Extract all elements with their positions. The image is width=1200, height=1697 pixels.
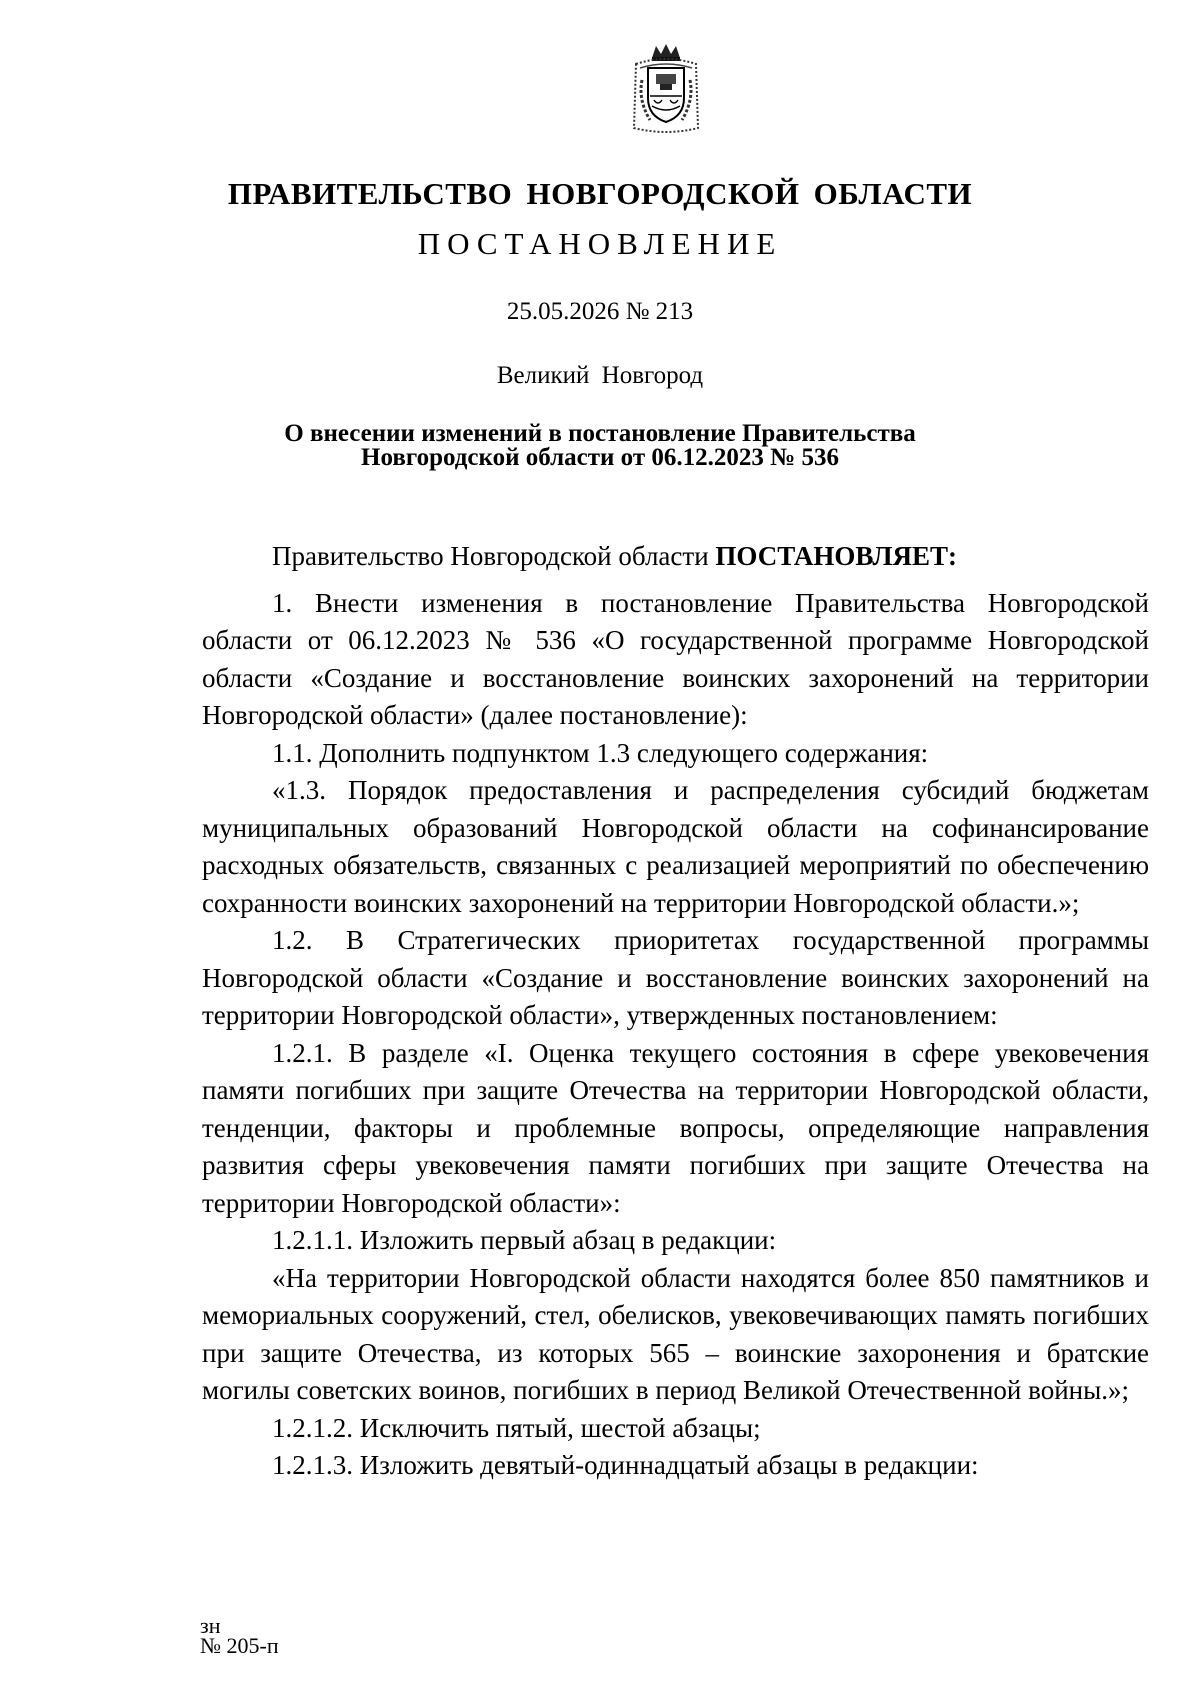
paragraph-1: 1. Внести изменения в постановление Правительства Новгородской области от 06.12.2023 № 536 «О государственной программе Новгородской области «Создание и восстановление воинских захоронений на территории Новгородской области» (далее постановление): [202,587,1149,730]
paragraph-1-2-1: 1.2.1. В разделе «I. Оценка текущего состояния в сфере увековечения памяти погибших при защите Отечества на территории Новгородской области, тенденции, факторы и проблемные вопросы, определяющие направления развития сферы увековечения памяти погибших при защите Отечества на территории Новгородской области»: [202,1037,1149,1218]
paragraph-1-3-quote: «1.3. Порядок предоставления и распределения субсидий бюджетам муниципальных образований Новгородской области на софинансирование расходных обязательств, связанных с реализацией мероприятий по обеспечению сохранности воинских захоронений на территории Новгородской области.»; [202,775,1149,918]
paragraph-1-2-1-1: 1.2.1.1. Изложить первый абзац в редакции: [272,1225,777,1255]
intro-text: Правительство Новгородской области [272,541,716,571]
heading-line-1: О внесении изменений в постановление Правительства [284,420,916,447]
novgorod-coat-of-arms-icon [628,40,704,136]
paragraph-1-2: 1.2. В Стратегических приоритетах государственной программы Новгородской области «Создание и восстановление воинских захоронений на территории Новгородской области», утвержденных постановлением: [202,925,1149,1030]
paragraph-1-1: 1.1. Дополнить подпунктом 1.3 следующего содержания: [272,737,929,768]
paragraph-quote-monuments: «На территории Новгородской области находятся более 850 памятников и мемориальных сооружений, стел, обелисков, увековечивающих память погибших при защите Отечества, из которых 565 – воинские захоронения и братские могилы советских воинов, погибших в период Великой Отечественной войны.»; [202,1262,1149,1405]
document-footer [200,1613,279,1658]
footer-number: № 205-п [200,1633,279,1658]
footer-initials: зн [200,1613,221,1638]
document-type: ПОСТАНОВЛЕНИЕ [417,226,783,261]
paragraph-1-2-1-2: 1.2.1.2. Исключить пятый, шестой абзацы; [272,1412,761,1443]
heading-line-2: Новгородской области от 06.12.2023 № 536 [361,444,839,471]
document-city: Великий Новгород [496,362,704,389]
document-body [202,538,1149,1485]
intro-decree-word: ПОСТАНОВЛЯЕТ: [715,541,957,571]
intro-paragraph [202,538,1149,576]
paragraph-1-2-1-3: 1.2.1.3. Изложить девятый-одиннадцатый абзацы в редакции: [272,1450,979,1480]
government-name: ПРАВИТЕЛЬСТВО НОВГОРОДСКОЙ ОБЛАСТИ [227,176,973,211]
document-heading [0,422,1200,470]
document-date-number: 25.05.2026 № 213 [506,298,694,325]
